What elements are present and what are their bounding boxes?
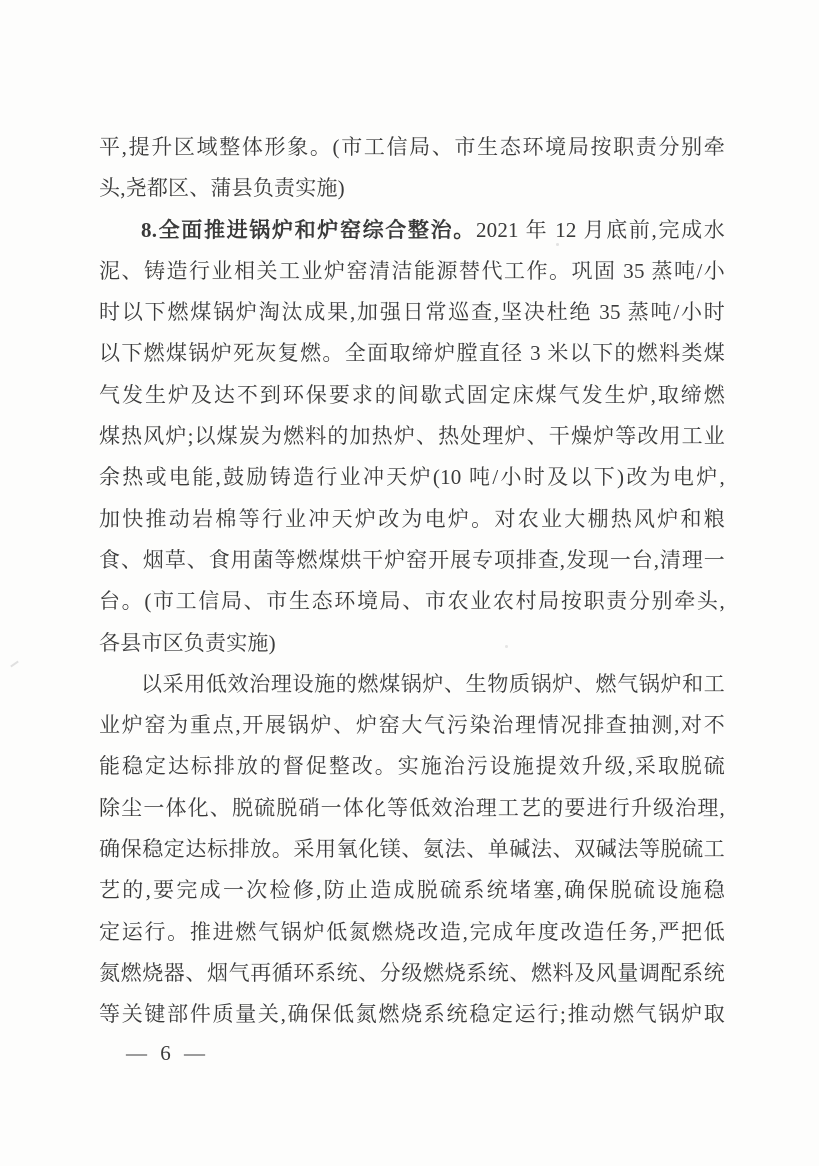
text-line xyxy=(99,746,725,787)
text-line xyxy=(99,251,725,292)
body-text: 等关键部件质量关,确保低氮燃烧系统稳定运行;推动燃气锅炉取 xyxy=(99,1002,725,1027)
body-text: 2021 年 12 月底前,完成水 xyxy=(475,217,725,242)
text-line xyxy=(99,499,725,540)
text-line xyxy=(99,292,725,333)
body-text: 泥、铸造行业相关工业炉窑清洁能源替代工作。巩固 35 蒸吨/小 xyxy=(99,258,725,283)
text-line xyxy=(99,829,725,870)
text-line xyxy=(99,375,725,416)
body-text: 除尘一体化、脱硫脱硝一体化等低效治理工艺的要进行升级治理, xyxy=(99,795,725,820)
body-text: 业炉窑为重点,开展锅炉、炉窑大气污染治理情况排查抽测,对不 xyxy=(99,713,725,738)
text-line xyxy=(99,581,725,622)
text-line xyxy=(99,705,725,746)
text-line xyxy=(99,457,725,498)
text-line xyxy=(99,416,725,457)
text-line xyxy=(99,994,725,1035)
body-text: 能稳定达标排放的督促整改。实施治污设施提效升级,采取脱硫 xyxy=(99,754,725,779)
body-text: 平,提升区域整体形象。(市工信局、市生态环境局按职责分别牵 xyxy=(99,135,725,159)
body-text: 煤热风炉;以煤炭为燃料的加热炉、热处理炉、干燥炉等改用工业 xyxy=(99,424,725,449)
text-line xyxy=(99,912,725,953)
text-line xyxy=(99,623,725,664)
text-line xyxy=(99,788,725,829)
scan-artifact xyxy=(556,243,559,246)
body-text: 头,尧都区、蒲县负责实施) xyxy=(99,176,345,201)
body-text: 台。(市工信局、市生态环境局、市农业农村局按职责分别牵头, xyxy=(99,589,725,614)
body-text: 食、烟草、食用菌等燃煤烘干炉窑开展专项排查,发现一台,清理一 xyxy=(99,547,725,572)
text-line xyxy=(99,127,725,168)
body-text: 各县市区负责实施) xyxy=(99,630,276,655)
body-text: 气发生炉及达不到环保要求的间歇式固定床煤气发生炉,取缔燃 xyxy=(99,382,725,407)
text-line xyxy=(99,870,725,911)
body-text: 定运行。推进燃气锅炉低氮燃烧改造,完成年度改造任务,严把低 xyxy=(99,919,725,944)
text-line xyxy=(99,540,725,581)
scan-artifact xyxy=(10,661,19,668)
body-text: 余热或电能,鼓励铸造行业冲天炉(10 吨/小时及以下)改为电炉, xyxy=(99,465,725,490)
scan-artifact xyxy=(505,645,508,648)
text-line xyxy=(99,953,725,994)
text-line xyxy=(99,333,725,374)
body-text: 以采用低效治理设施的燃煤锅炉、生物质锅炉、燃气锅炉和工 xyxy=(141,671,725,696)
text-line xyxy=(99,664,725,705)
page-number: — 6 — xyxy=(126,1041,206,1065)
document-lines xyxy=(99,127,725,1036)
heading-text: 8.全面推进锅炉和炉窑综合整治。 xyxy=(141,217,476,242)
text-line xyxy=(99,210,725,251)
body-text: 艺的,要完成一次检修,防止造成脱硫系统堵塞,确保脱硫设施稳 xyxy=(99,878,725,903)
body-text: 确保稳定达标排放。采用氧化镁、氨法、单碱法、双碱法等脱硫工 xyxy=(99,837,725,862)
body-text: 氮燃烧器、烟气再循环系统、分级燃烧系统、燃料及风量调配系统 xyxy=(99,960,725,985)
body-text: 以下燃煤锅炉死灰复燃。全面取缔炉膛直径 3 米以下的燃料类煤 xyxy=(99,341,725,366)
body-text: 加快推动岩棉等行业冲天炉改为电炉。对农业大棚热风炉和粮 xyxy=(99,506,725,531)
text-line xyxy=(99,168,725,209)
body-text: 时以下燃煤锅炉淘汰成果,加强日常巡查,坚决杜绝 35 蒸吨/小时 xyxy=(99,300,725,325)
